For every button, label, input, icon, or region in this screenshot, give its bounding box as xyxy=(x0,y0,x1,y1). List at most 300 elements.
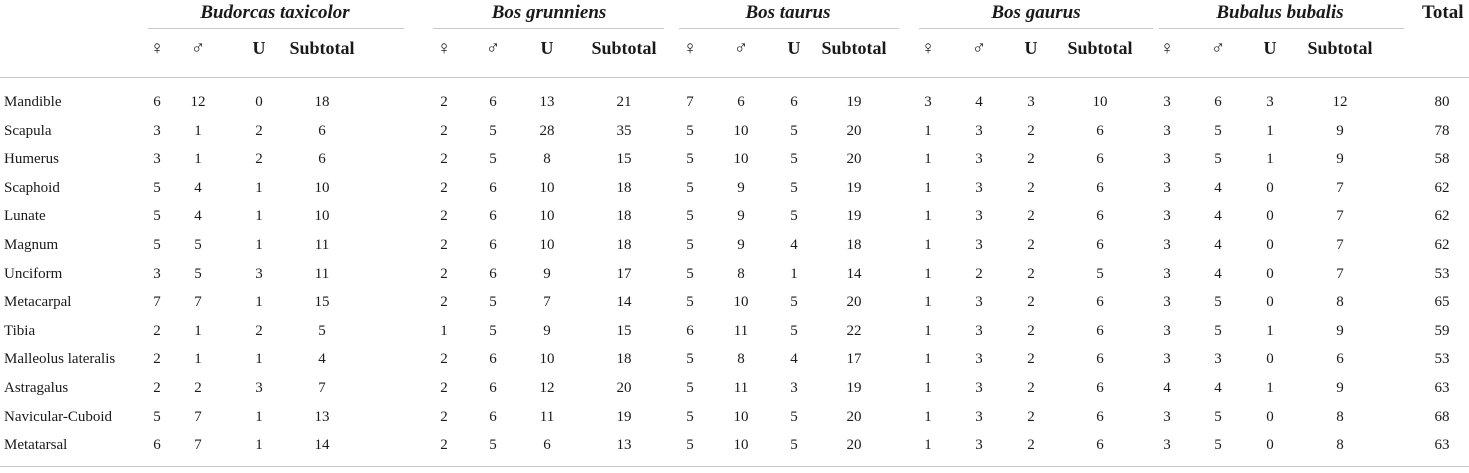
table-cell: 18 xyxy=(616,208,632,225)
table-cell: 11 xyxy=(314,265,330,282)
table-cell: 5 xyxy=(790,322,798,339)
table-cell: 0 xyxy=(1266,237,1274,253)
row-label: Navicular-Cuboid xyxy=(4,408,113,425)
table-cell: 1 xyxy=(924,408,932,425)
column-header: U xyxy=(252,38,266,58)
column-header: ♂ xyxy=(190,38,206,59)
table-cell: 3 xyxy=(790,380,798,396)
row-label: Humerus xyxy=(4,151,59,168)
table-cell: 2 xyxy=(1027,380,1035,396)
table-cell: 5 xyxy=(686,122,694,139)
table-cell: 2 xyxy=(1027,265,1035,282)
table-cell: 6 xyxy=(1096,380,1104,396)
table-cell: 19 xyxy=(846,380,862,396)
table-cell: 15 xyxy=(616,151,632,168)
table-cell: 1 xyxy=(924,265,932,282)
table-cell: 13 xyxy=(539,94,555,110)
table-cell: 20 xyxy=(846,122,862,139)
column-header: Subtotal xyxy=(289,38,355,58)
table-cell: 9 xyxy=(1336,322,1344,339)
table-cell: 2 xyxy=(255,122,263,139)
column-header: U xyxy=(787,38,801,58)
table-cell: 4 xyxy=(790,237,798,253)
table-cell: 6 xyxy=(1214,94,1222,110)
row-label: Metacarpal xyxy=(4,294,72,311)
table-cell: 5 xyxy=(1214,294,1222,311)
row-label: Metatarsal xyxy=(4,437,68,454)
table-cell: 3 xyxy=(153,122,161,139)
table-cell: 3 xyxy=(975,408,983,425)
table-cell: 6 xyxy=(489,237,497,253)
table-cell: 13 xyxy=(616,437,632,454)
table-cell: 5 xyxy=(790,208,798,225)
row-label: Magnum xyxy=(4,237,59,253)
table-cell: 1 xyxy=(924,380,932,396)
table-cell: 11 xyxy=(733,380,749,396)
table-cell: 13 xyxy=(314,408,330,425)
column-header: ♀ xyxy=(436,38,452,59)
table-cell: 2 xyxy=(440,94,448,110)
table-cell: 5 xyxy=(1214,408,1222,425)
table-cell: 3 xyxy=(1163,94,1171,110)
table-cell: 5 xyxy=(686,408,694,425)
table-cell: 7 xyxy=(194,437,202,454)
table-cell: 15 xyxy=(314,294,330,311)
table-cell: 10 xyxy=(314,208,330,225)
table-cell: 2 xyxy=(1027,151,1035,168)
table-cell: 4 xyxy=(1214,265,1222,282)
table-cell: 6 xyxy=(1096,351,1104,368)
table-cell: 1 xyxy=(924,237,932,253)
table-cell: 5 xyxy=(790,151,798,168)
table-cell: 3 xyxy=(1163,351,1171,368)
table-cell: 7 xyxy=(1336,208,1344,225)
table-cell: 20 xyxy=(616,380,632,396)
table-cell: 3 xyxy=(1163,208,1171,225)
table-cell: 6 xyxy=(489,208,497,225)
table-cell: 7 xyxy=(686,94,694,110)
table-cell: 2 xyxy=(194,380,202,396)
table-cell: 6 xyxy=(153,94,161,110)
table-cell: 5 xyxy=(153,237,161,253)
table-cell: 7 xyxy=(194,294,202,311)
column-header: ♂ xyxy=(971,38,987,59)
table-cell: 2 xyxy=(255,322,263,339)
table-cell: 2 xyxy=(440,408,448,425)
column-header: ♀ xyxy=(920,38,936,59)
table-cell: 10 xyxy=(539,179,555,196)
table-cell: 14 xyxy=(616,294,632,311)
species-header: Bos grunniens xyxy=(491,2,607,23)
table-cell: 35 xyxy=(616,122,632,139)
table-cell: 1 xyxy=(1266,322,1274,339)
table-cell: 2 xyxy=(440,122,448,139)
table-cell: 5 xyxy=(1096,265,1104,282)
table-cell: 5 xyxy=(1214,151,1222,168)
table-cell: 3 xyxy=(1163,237,1171,253)
table-cell: 6 xyxy=(153,437,161,454)
table-cell: 20 xyxy=(846,151,862,168)
column-header: Subtotal xyxy=(591,38,657,58)
table-cell: 3 xyxy=(975,237,983,253)
row-total-cell: 59 xyxy=(1434,322,1450,339)
table-cell: 6 xyxy=(1096,151,1104,168)
table-cell: 3 xyxy=(924,94,932,110)
row-label: Astragalus xyxy=(4,380,69,396)
table-cell: 2 xyxy=(153,351,161,368)
table-cell: 3 xyxy=(1163,265,1171,282)
table-cell: 6 xyxy=(1096,408,1104,425)
table-cell: 20 xyxy=(846,408,862,425)
row-total-cell: 62 xyxy=(1434,208,1450,225)
table-cell: 6 xyxy=(790,94,798,110)
table-cell: 1 xyxy=(194,122,202,139)
table-cell: 14 xyxy=(314,437,330,454)
table-cell: 3 xyxy=(1163,179,1171,196)
table-cell: 5 xyxy=(686,237,694,253)
column-header: ♂ xyxy=(1210,38,1226,59)
table-cell: 2 xyxy=(255,151,263,168)
table-cell: 6 xyxy=(686,322,694,339)
species-header: Bubalus bubalis xyxy=(1216,2,1344,23)
table-cell: 2 xyxy=(440,351,448,368)
table-cell: 14 xyxy=(846,265,862,282)
table-cell: 2 xyxy=(1027,294,1035,311)
table-cell: 8 xyxy=(543,151,551,168)
table-cell: 18 xyxy=(616,237,632,253)
table-cell: 0 xyxy=(1266,208,1274,225)
table-cell: 17 xyxy=(846,351,862,368)
row-total-cell: 63 xyxy=(1434,380,1450,396)
table-cell: 3 xyxy=(1163,294,1171,311)
table-cell: 3 xyxy=(975,322,983,339)
table-cell: 5 xyxy=(153,179,161,196)
table-cell: 10 xyxy=(733,294,749,311)
row-total-cell: 78 xyxy=(1434,122,1450,139)
column-header: ♀ xyxy=(1159,38,1175,59)
table-cell: 7 xyxy=(1336,179,1344,196)
table-cell: 3 xyxy=(1163,437,1171,454)
table-cell: 5 xyxy=(1214,122,1222,139)
table-cell: 5 xyxy=(489,294,497,311)
table-cell: 2 xyxy=(440,294,448,311)
species-header: Budorcas taxicolor xyxy=(200,2,350,23)
table-cell: 6 xyxy=(543,437,551,454)
table-cell: 3 xyxy=(153,265,161,282)
table-cell: 1 xyxy=(255,294,263,311)
table-cell: 3 xyxy=(975,122,983,139)
column-header: Subtotal xyxy=(821,38,887,58)
table-cell: 0 xyxy=(1266,294,1274,311)
row-total-cell: 62 xyxy=(1434,179,1450,196)
table-cell: 7 xyxy=(1336,237,1344,253)
table-cell: 0 xyxy=(1266,351,1274,368)
table-cell: 1 xyxy=(924,351,932,368)
table-cell: 1 xyxy=(194,151,202,168)
table-cell: 4 xyxy=(194,179,202,196)
row-label: Scapula xyxy=(4,122,52,139)
table-cell: 21 xyxy=(616,94,632,110)
row-total-cell: 65 xyxy=(1434,294,1450,311)
table-cell: 6 xyxy=(489,94,497,110)
table-cell: 3 xyxy=(975,151,983,168)
table-cell: 1 xyxy=(1266,380,1274,396)
table-cell: 10 xyxy=(1092,94,1108,110)
table-cell: 7 xyxy=(1336,265,1344,282)
table-cell: 5 xyxy=(194,237,202,253)
species-group-rule xyxy=(433,28,664,29)
table-cell: 3 xyxy=(153,151,161,168)
table-cell: 5 xyxy=(686,351,694,368)
row-label: Scaphoid xyxy=(4,179,60,196)
table-cell: 1 xyxy=(255,208,263,225)
row-total-cell: 53 xyxy=(1434,351,1450,368)
table-cell: 2 xyxy=(975,265,983,282)
table-cell: 1 xyxy=(924,208,932,225)
table-cell: 5 xyxy=(686,265,694,282)
table-cell: 5 xyxy=(153,208,161,225)
table-cell: 18 xyxy=(616,351,632,368)
table-cell: 1 xyxy=(924,122,932,139)
table-cell: 1 xyxy=(194,351,202,368)
table-cell: 1 xyxy=(924,179,932,196)
table-cell: 4 xyxy=(1214,380,1222,396)
table-cell: 3 xyxy=(1266,94,1274,110)
table-cell: 2 xyxy=(440,151,448,168)
table-cell: 5 xyxy=(489,322,497,339)
table-cell: 5 xyxy=(686,437,694,454)
table-cell: 6 xyxy=(489,351,497,368)
table-cell: 3 xyxy=(1163,151,1171,168)
table-cell: 11 xyxy=(314,237,330,253)
table-cell: 1 xyxy=(790,265,798,282)
row-label: Tibia xyxy=(4,322,36,339)
table-cell: 5 xyxy=(790,294,798,311)
table-cell: 0 xyxy=(1266,265,1274,282)
table-cell: 5 xyxy=(489,122,497,139)
table-cell: 4 xyxy=(1214,179,1222,196)
table-cell: 1 xyxy=(255,408,263,425)
table-cell: 8 xyxy=(737,265,745,282)
table-cell: 10 xyxy=(733,151,749,168)
table-cell: 12 xyxy=(539,380,555,396)
column-header: U xyxy=(1263,38,1277,58)
table-cell: 2 xyxy=(1027,122,1035,139)
table-cell: 3 xyxy=(1163,122,1171,139)
table-cell: 19 xyxy=(616,408,632,425)
row-label: Mandible xyxy=(4,94,62,110)
table-cell: 1 xyxy=(255,237,263,253)
table-cell: 18 xyxy=(314,94,330,110)
table-cell: 1 xyxy=(194,322,202,339)
table-cell: 8 xyxy=(737,351,745,368)
table-cell: 22 xyxy=(846,322,862,339)
table-cell: 5 xyxy=(489,437,497,454)
table-cell: 1 xyxy=(1266,122,1274,139)
table-cell: 1 xyxy=(924,151,932,168)
table-cell: 5 xyxy=(1214,322,1222,339)
table-cell: 0 xyxy=(1266,437,1274,454)
table-cell: 4 xyxy=(1163,380,1171,396)
table-cell: 10 xyxy=(733,122,749,139)
species-group-rule xyxy=(679,28,899,29)
table-cell: 15 xyxy=(616,322,632,339)
row-label: Malleolus lateralis xyxy=(4,351,116,368)
table-cell: 5 xyxy=(153,408,161,425)
column-header: ♂ xyxy=(485,38,501,59)
total-column-header: Total xyxy=(1422,2,1464,23)
species-group-rule xyxy=(148,28,404,29)
table-cell: 6 xyxy=(489,265,497,282)
table-cell: 4 xyxy=(1214,208,1222,225)
table-cell: 3 xyxy=(975,380,983,396)
species-group-rule xyxy=(919,28,1153,29)
table-cell: 6 xyxy=(318,122,326,139)
table-cell: 2 xyxy=(1027,237,1035,253)
table-cell: 7 xyxy=(153,294,161,311)
table-cell: 2 xyxy=(1027,322,1035,339)
table-cell: 5 xyxy=(790,437,798,454)
table-cell: 1 xyxy=(924,437,932,454)
table-cell: 3 xyxy=(1027,94,1035,110)
table-cell: 12 xyxy=(190,94,206,110)
column-header: U xyxy=(540,38,554,58)
table-cell: 2 xyxy=(153,322,161,339)
table-cell: 3 xyxy=(975,294,983,311)
table-cell: 6 xyxy=(1336,351,1344,368)
table-cell: 7 xyxy=(194,408,202,425)
table-cell: 6 xyxy=(489,380,497,396)
table-cell: 1 xyxy=(255,179,263,196)
table-cell: 1 xyxy=(924,322,932,339)
table-cell: 8 xyxy=(1336,408,1344,425)
table-cell: 6 xyxy=(1096,294,1104,311)
column-header: ♂ xyxy=(733,38,749,59)
column-header: ♀ xyxy=(682,38,698,59)
table-cell: 9 xyxy=(1336,151,1344,168)
table-cell: 6 xyxy=(489,408,497,425)
table-cell: 3 xyxy=(255,380,263,396)
row-label: Unciform xyxy=(4,265,63,282)
table-cell: 1 xyxy=(440,322,448,339)
table-cell: 19 xyxy=(846,208,862,225)
column-header: U xyxy=(1024,38,1038,58)
table-cell: 2 xyxy=(440,437,448,454)
table-cell: 10 xyxy=(539,208,555,225)
table-cell: 3 xyxy=(975,179,983,196)
table-rule-top xyxy=(0,77,1469,78)
table-cell: 5 xyxy=(318,322,326,339)
table-cell: 19 xyxy=(846,179,862,196)
column-header: ♀ xyxy=(149,38,165,59)
table-cell: 18 xyxy=(616,179,632,196)
table-cell: 12 xyxy=(1332,94,1348,110)
table-cell: 6 xyxy=(1096,208,1104,225)
table-cell: 9 xyxy=(1336,122,1344,139)
table-cell: 4 xyxy=(194,208,202,225)
table-cell: 3 xyxy=(975,437,983,454)
table-cell: 3 xyxy=(1214,351,1222,368)
table-cell: 3 xyxy=(1163,322,1171,339)
table-cell: 28 xyxy=(539,122,555,139)
table-cell: 10 xyxy=(539,237,555,253)
table-cell: 1 xyxy=(1266,151,1274,168)
table-cell: 2 xyxy=(153,380,161,396)
table-cell: 10 xyxy=(733,437,749,454)
table-cell: 5 xyxy=(686,208,694,225)
table-cell: 6 xyxy=(1096,322,1104,339)
table-cell: 5 xyxy=(489,151,497,168)
table-cell: 2 xyxy=(1027,208,1035,225)
table-cell: 6 xyxy=(737,94,745,110)
table-cell: 5 xyxy=(790,122,798,139)
table-cell: 7 xyxy=(543,294,551,311)
table-cell: 9 xyxy=(543,265,551,282)
table-cell: 10 xyxy=(539,351,555,368)
table-cell: 2 xyxy=(440,265,448,282)
row-total-cell: 53 xyxy=(1434,265,1450,282)
table-cell: 8 xyxy=(1336,437,1344,454)
table-cell: 0 xyxy=(255,94,263,110)
table-cell: 11 xyxy=(733,322,749,339)
table-cell: 3 xyxy=(255,265,263,282)
table-cell: 2 xyxy=(440,208,448,225)
table-cell: 4 xyxy=(318,351,326,368)
table-cell: 6 xyxy=(318,151,326,168)
row-total-cell: 80 xyxy=(1434,94,1450,110)
table-cell: 7 xyxy=(318,380,326,396)
table-cell: 5 xyxy=(686,151,694,168)
table-cell: 3 xyxy=(1163,408,1171,425)
table-cell: 5 xyxy=(686,294,694,311)
table-cell: 10 xyxy=(733,408,749,425)
table-cell: 11 xyxy=(539,408,555,425)
table-cell: 5 xyxy=(194,265,202,282)
table-cell: 9 xyxy=(1336,380,1344,396)
table-cell: 1 xyxy=(255,351,263,368)
row-total-cell: 62 xyxy=(1434,237,1450,253)
row-total-cell: 58 xyxy=(1434,151,1450,168)
row-total-cell: 63 xyxy=(1434,437,1450,454)
table-cell: 2 xyxy=(1027,351,1035,368)
table-cell: 2 xyxy=(1027,408,1035,425)
table-cell: 2 xyxy=(440,380,448,396)
table-cell: 1 xyxy=(255,437,263,454)
table-cell: 20 xyxy=(846,294,862,311)
table-cell: 9 xyxy=(737,208,745,225)
column-header: Subtotal xyxy=(1067,38,1133,58)
table-cell: 4 xyxy=(1214,237,1222,253)
table-cell: 2 xyxy=(1027,437,1035,454)
species-group-rule xyxy=(1159,28,1404,29)
table-cell: 6 xyxy=(1096,122,1104,139)
table-cell: 6 xyxy=(489,179,497,196)
table-cell: 0 xyxy=(1266,179,1274,196)
table-cell: 2 xyxy=(440,179,448,196)
table-cell: 10 xyxy=(314,179,330,196)
table-cell: 9 xyxy=(737,179,745,196)
table-cell: 8 xyxy=(1336,294,1344,311)
table-cell: 4 xyxy=(790,351,798,368)
table-cell: 5 xyxy=(686,179,694,196)
table-cell: 2 xyxy=(440,237,448,253)
table-cell: 9 xyxy=(737,237,745,253)
table-cell: 6 xyxy=(1096,237,1104,253)
row-total-cell: 68 xyxy=(1434,408,1450,425)
table-cell: 4 xyxy=(975,94,983,110)
table-cell: 5 xyxy=(1214,437,1222,454)
table-cell: 17 xyxy=(616,265,632,282)
